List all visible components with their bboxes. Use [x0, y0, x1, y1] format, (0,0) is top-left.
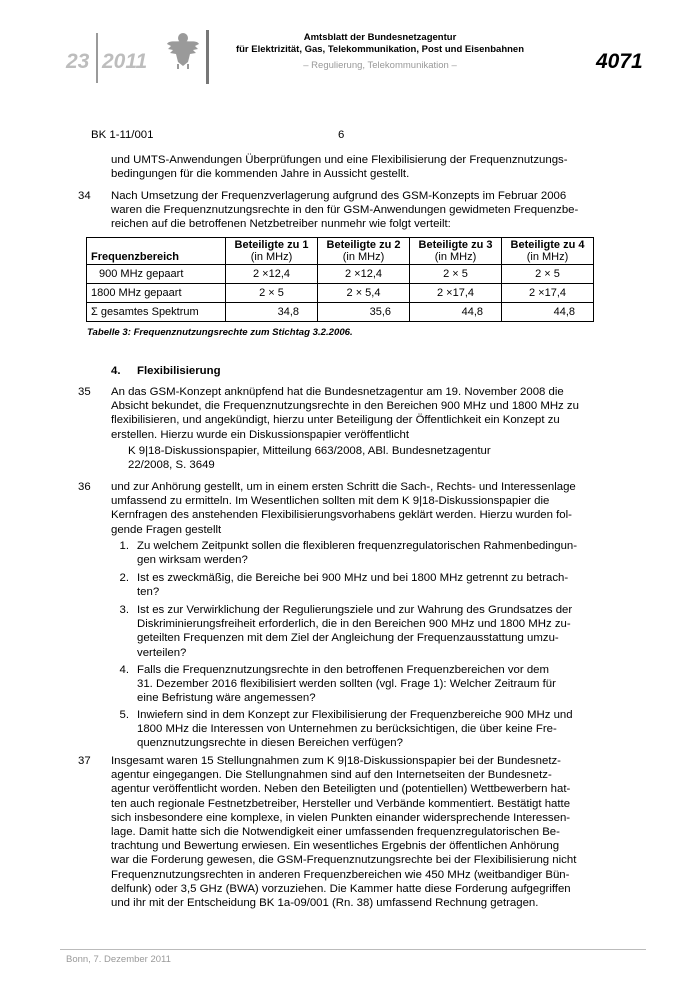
table-cell: 2 ×12,4: [226, 265, 318, 284]
row-label: 1800 MHz gepaart: [87, 284, 226, 303]
document-reference: BK 1-11/001: [91, 129, 154, 141]
text-line: verteilen?: [137, 646, 187, 659]
text-line: Insgesamt waren 15 Stellungnahmen zum K 9|18-Diskussionspapier bei der Bundesnetz-: [111, 755, 561, 767]
paragraph-37: [111, 754, 593, 910]
page-number: 4071: [596, 50, 643, 73]
header-label: Beteiligte zu 1: [234, 239, 309, 251]
table-cell: 44,8: [410, 303, 502, 322]
table-cell: 2 ×17,4: [502, 284, 594, 303]
header-unit: (in MHz): [434, 251, 477, 263]
text-line: trachtung und Bewertung erwiesen. Ein wesentliches Ergebnis der öffentlichen Anhörung: [111, 840, 560, 853]
table-cell: 2 ×17,4: [410, 284, 502, 303]
text-line: Diskriminierungsfreiheit erforderlich, die in den Bereichen 900 MHz und 1800 MHz zu-: [137, 618, 571, 631]
text-line: sich insbesondere eine komplexe, in vielen Punkten einander widersprechende Interessen-: [111, 811, 571, 824]
column-header: [410, 238, 502, 265]
intro-paragraph: [111, 153, 593, 181]
paragraph-number-34: 34: [78, 190, 91, 202]
table-row: [87, 265, 594, 284]
paragraph-35: [111, 385, 593, 442]
text-line: gen wirksam werden?: [137, 554, 248, 567]
column-header-frequency: Frequenzbereich: [87, 238, 226, 265]
text-line: reichen auf die betroffenen Netzbetreiber nunmehr wie folgt verteilt:: [111, 218, 451, 231]
text-line: 1800 MHz die Interessen von Unternehmen zu berücksichtigen, die über keine Fre-: [137, 723, 557, 736]
table-header-row: [87, 238, 594, 265]
column-header: [318, 238, 410, 265]
header-label: Beteiligte zu 2: [326, 239, 401, 251]
text-line: flexibilisieren, und angekündigt, hierzu unter Beteiligung der Öffentlichkeit ein Konzept zu: [111, 414, 560, 427]
table-row-total: [87, 303, 594, 322]
question-item: [137, 571, 593, 599]
header-label: Beteiligte zu 3: [418, 239, 493, 251]
question-number: 2.: [119, 572, 129, 584]
paragraph-34: [111, 189, 593, 232]
text-line: gende Fragen gestellt: [111, 523, 222, 536]
row-label: Σ gesamtes Spektrum: [87, 303, 226, 322]
text-line: agentur veröffentlicht worden. Neben den Beteiligten und (potentiellen) Wettbewerbern hat-: [111, 783, 571, 796]
table-cell: 2 × 5: [502, 265, 594, 284]
text-line: delfunk) oder 3,5 GHz (BWA) vorzuziehen. Die Kammer hatte diese Forderung aufgegriffen: [111, 882, 571, 895]
issue-year: 2011: [102, 50, 148, 73]
table-cell: 34,8: [226, 303, 318, 322]
question-number: 1.: [119, 540, 129, 552]
journal-subtitle: – Regulierung, Telekommunikation –: [303, 60, 457, 71]
table-cell: 2 ×12,4: [318, 265, 410, 284]
text-line: Ist es zur Verwirklichung der Regulierungsziele und zur Wahrung des Grundsatzes der: [137, 604, 573, 616]
document-page: 6: [338, 129, 345, 141]
paragraph-number-36: 36: [78, 481, 91, 493]
column-header: [502, 238, 594, 265]
text-line: Frequenznutzungsrechten in anderen Frequenzbereichen wie 450 MHz (weitbandiger Bün-: [111, 868, 570, 881]
text-line: eine Befristung wäre angemessen?: [137, 692, 316, 705]
text-line: und UMTS-Anwendungen Überprüfungen und eine Flexibilisierung der Frequenznutzungs-: [111, 154, 568, 166]
paragraph-36: [111, 480, 593, 537]
text-line: agentur eingegangen. Die Stellungnahmen sind auf den Internetseiten der Bundesnetz-: [111, 769, 552, 782]
text-line: war die Forderung gewesen, die GSM-Frequenznutzungsrechte bei der Flexibilisierung nicht: [111, 854, 577, 867]
text-line: An das GSM-Konzept anknüpfend hat die Bundesnetzagentur am 19. November 2008 die: [111, 386, 564, 398]
text-line: Zu welchem Zeitpunkt sollen die flexibleren frequenzregulatorischen Rahmenbedingun-: [137, 540, 578, 552]
text-line: 31. Dezember 2016 flexibilisiert werden sollten (vgl. Frage 1): Welcher Zeitraum für: [137, 678, 556, 691]
text-line: Ist es zweckmäßig, die Bereiche bei 900 MHz und bei 1800 MHz getrennt zu betrach-: [137, 572, 569, 584]
paragraph-number-35: 35: [78, 386, 91, 398]
question-item: [137, 663, 593, 706]
text-line: Falls die Frequenznutzungsrechte in den betroffenen Frequenzbereichen vor dem: [137, 664, 550, 676]
question-item: [137, 708, 593, 751]
text-line: Inwiefern sind in dem Konzept zur Flexibilisierung der Frequenzbereiche 900 MHz und: [137, 709, 573, 721]
text-line: bedingungen für die kommenden Jahre in Aussicht gestellt.: [111, 168, 410, 181]
footer-date: Bonn, 7. Dezember 2011: [66, 954, 171, 965]
text-line: 22/2008, S. 3649: [128, 459, 215, 472]
text-line: quenznutzungsrechte in diesen Bereichen verfügen?: [137, 737, 403, 750]
citation-block: [128, 444, 568, 472]
table-cell: 2 × 5: [410, 265, 502, 284]
question-number: 4.: [119, 664, 129, 676]
text-line: umfassend zu ermitteln. Im Wesentlichen sollten mit dem K 9|18-Diskussionspapier die: [111, 495, 550, 508]
section-number: 4.: [111, 365, 121, 377]
text-line: Kernfragen des anstehenden Flexibilisierungsvorhabens geklärt werden. Hierzu wurden fol-: [111, 509, 572, 522]
question-number: 3.: [119, 604, 129, 616]
frequency-rights-table: [86, 237, 594, 322]
table-cell: 2 × 5,4: [318, 284, 410, 303]
question-number: 5.: [119, 709, 129, 721]
header-unit: (in MHz): [250, 251, 293, 263]
text-line: geteilten Frequenzen mit dem Ziel der Angleichung der Frequenzausstattung umzu-: [137, 632, 559, 645]
table-cell: 44,8: [502, 303, 594, 322]
column-header: [226, 238, 318, 265]
table-cell: 2 × 5: [226, 284, 318, 303]
header-divider-left: [96, 33, 98, 83]
text-line: Absicht bekundet, die Frequenznutzungsrechte in den Bereichen 900 MHz und 1800 MHz zu: [111, 400, 579, 413]
text-line: lage. Damit hatte sich die Notwendigkeit einer umfassenden frequenzregulatorischen Be-: [111, 826, 560, 839]
footer-divider: [60, 949, 646, 950]
federal-eagle-emblem: [165, 30, 201, 70]
table-cell: 35,6: [318, 303, 410, 322]
text-line: ten auch regionale Festnetzbetreiber, Hersteller und Verbände kommentiert. Bestätigt hatte: [111, 797, 571, 810]
header-unit: (in MHz): [526, 251, 569, 263]
question-item: [137, 603, 593, 660]
journal-title-line1: Amtsblatt der Bundesnetzagentur: [303, 32, 457, 43]
text-line: und ihr mit der Entscheidung BK 1a-09/001 (Rn. 38) umfassend Rechnung getragen.: [111, 897, 539, 910]
paragraph-number-37: 37: [78, 755, 91, 767]
table-caption: Tabelle 3: Frequenznutzungsrechte zum Stichtag 3.2.2006.: [87, 327, 353, 338]
row-label: 900 MHz gepaart: [87, 265, 226, 284]
section-title: Flexibilisierung: [137, 365, 221, 377]
question-item: [137, 539, 593, 567]
text-line: erstellen. Hierzu wurde ein Diskussionspapier veröffentlicht: [111, 428, 409, 441]
header-label: Beteiligte zu 4: [510, 239, 585, 251]
text-line: Nach Umsetzung der Frequenzverlagerung aufgrund des GSM-Konzepts im Februar 2006: [111, 190, 567, 202]
issue-number: 23: [66, 50, 90, 73]
journal-title-line2: für Elektrizität, Gas, Telekommunikation, Post und Eisenbahnen: [235, 44, 525, 55]
table-row: [87, 284, 594, 303]
text-line: und zur Anhörung gestellt, um in einem ersten Schritt die Sach-, Rechts- und Interessenlage: [111, 481, 576, 493]
text-line: waren die Frequenznutzungsrechte in den für GSM-Anwendungen gewidmeten Frequenzbe-: [111, 204, 579, 217]
text-line: ten?: [137, 586, 160, 599]
header-unit: (in MHz): [342, 251, 385, 263]
text-line: K 9|18-Diskussionspapier, Mitteilung 663/2008, ABl. Bundesnetzagentur: [128, 445, 491, 457]
